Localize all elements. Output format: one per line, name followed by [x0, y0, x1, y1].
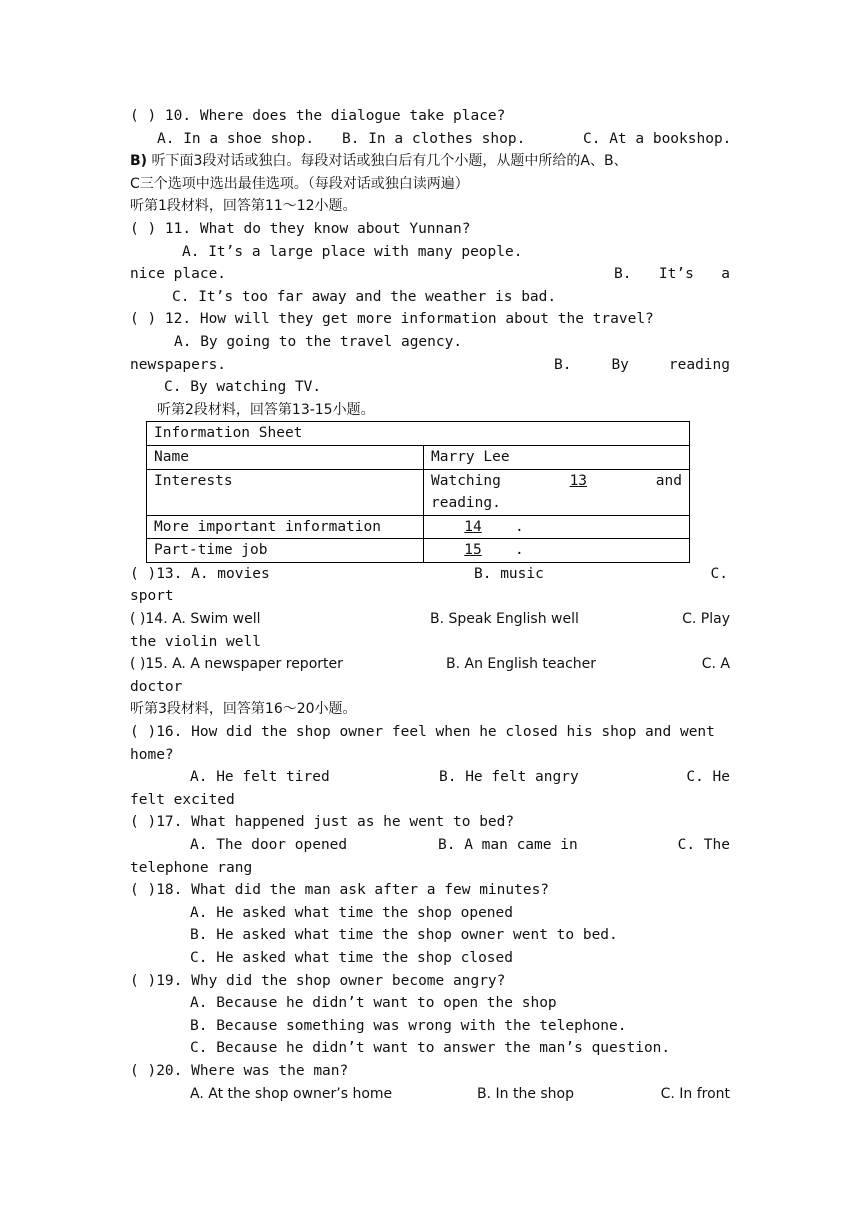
option-a: A. In a shoe shop.: [157, 130, 315, 147]
section-b-text: 听下面3段对话或独白。每段对话或独白后有几个小题，从题中所给的A、B、: [147, 153, 628, 170]
question-12-option-b-cont: newspapers.: [130, 356, 227, 373]
question-19-option-a: A. Because he didn’t want to open the shop: [190, 995, 557, 1012]
question-18-option-c: C. He asked what time the shop closed: [190, 949, 514, 966]
blank-14: 14: [464, 518, 482, 535]
passage-3-heading: 听第3段材料，回答第16～20小题。: [130, 701, 357, 718]
table-row: [147, 515, 690, 539]
table-cell-label: More important information: [147, 515, 424, 539]
passage-1-heading: 听第1段材料，回答第11～12小题。: [130, 198, 357, 215]
option-b: B. By reading: [554, 356, 730, 373]
blank-15: 15: [464, 542, 482, 559]
option-c: C. At a bookshop.: [583, 130, 732, 147]
exam-page: [130, 105, 730, 1105]
question-19-prompt: ( )19. Why did the shop owner become angry?: [130, 972, 506, 989]
question-15: ( )15. A. A newspaper reporter B. An English teacher C. A: [130, 656, 730, 673]
table-cell-value: 15 .: [424, 539, 690, 563]
passage-2-heading: 听第2段材料，回答第13-15小题。: [157, 401, 375, 418]
table-cell-label: Name: [147, 445, 424, 469]
question-11-option-c: C. It’s too far away and the weather is bad.: [172, 288, 557, 305]
option-a: A. It’s a large place with many people.: [182, 243, 523, 260]
option-a: A. By going to the travel agency.: [174, 333, 463, 350]
question-13-cont: sport: [130, 588, 174, 605]
question-10-prompt: ( ) 10. Where does the dialogue take place?: [130, 108, 506, 124]
question-20-prompt: ( )20. Where was the man?: [130, 1062, 349, 1079]
question-17-prompt: ( )17. What happened just as he went to bed?: [130, 814, 515, 831]
question-15-cont: doctor: [130, 678, 183, 695]
question-10-options: [130, 128, 730, 151]
question-17-cont: telephone rang: [130, 859, 253, 876]
table-cell-label: Part-time job: [147, 539, 424, 563]
question-14-cont: the violin well: [130, 633, 261, 650]
table-row: [147, 422, 690, 446]
question-14: ( )14. A. Swim well B. Speak English well C. Play: [130, 611, 730, 628]
table-cell-value: Watching 13 and reading.: [424, 469, 690, 515]
table-row: [147, 539, 690, 563]
option-b: B. It’s a: [614, 266, 730, 283]
table-cell-value: Marry Lee: [424, 445, 690, 469]
question-16-prompt: ( )16. How did the shop owner feel when he closed his shop and went: [130, 724, 715, 741]
section-b-instructions: [130, 150, 730, 173]
question-16-prompt-cont: home?: [130, 746, 174, 763]
question-13: ( )13. A. movies B. music C.: [130, 565, 728, 582]
question-17-options: A. The door opened B. A man came in C. The: [190, 837, 730, 853]
question-11-prompt: ( ) 11. What do they know about Yunnan?: [130, 220, 471, 237]
question-12-prompt: ( ) 12. How will they get more information about the travel?: [130, 311, 654, 328]
question-18-option-b: B. He asked what time the shop owner went to bed.: [190, 927, 618, 944]
option-b: B. In a clothes shop.: [342, 130, 526, 147]
section-b-label: B): [130, 153, 148, 170]
question-11-option-b-cont: nice place.: [130, 266, 227, 283]
question-19-option-c: C. Because he didn’t want to answer the man’s question.: [190, 1040, 671, 1057]
information-sheet-table: [146, 421, 690, 563]
question-19-option-b: B. Because something was wrong with the telephone.: [190, 1017, 627, 1034]
table-title: Information Sheet: [147, 422, 690, 446]
table-cell-label: Interests: [147, 469, 424, 515]
question-12-option-c: C. By watching TV.: [164, 379, 322, 396]
question-16-cont: felt excited: [130, 791, 235, 808]
table-row: [147, 445, 690, 469]
question-20-options: A. At the shop owner’s home B. In the shop C. In front: [190, 1085, 730, 1102]
question-18-prompt: ( )18. What did the man ask after a few minutes?: [130, 882, 550, 899]
table-cell-value: 14 .: [424, 515, 690, 539]
question-18-option-a: A. He asked what time the shop opened: [190, 904, 514, 921]
table-row: [147, 469, 690, 515]
blank-13: 13: [569, 472, 588, 489]
section-b-instructions-cont: C三个选项中选出最佳选项。（每段对话或独白读两遍）: [130, 175, 469, 192]
question-16-options: A. He felt tired B. He felt angry C. He: [190, 769, 730, 786]
